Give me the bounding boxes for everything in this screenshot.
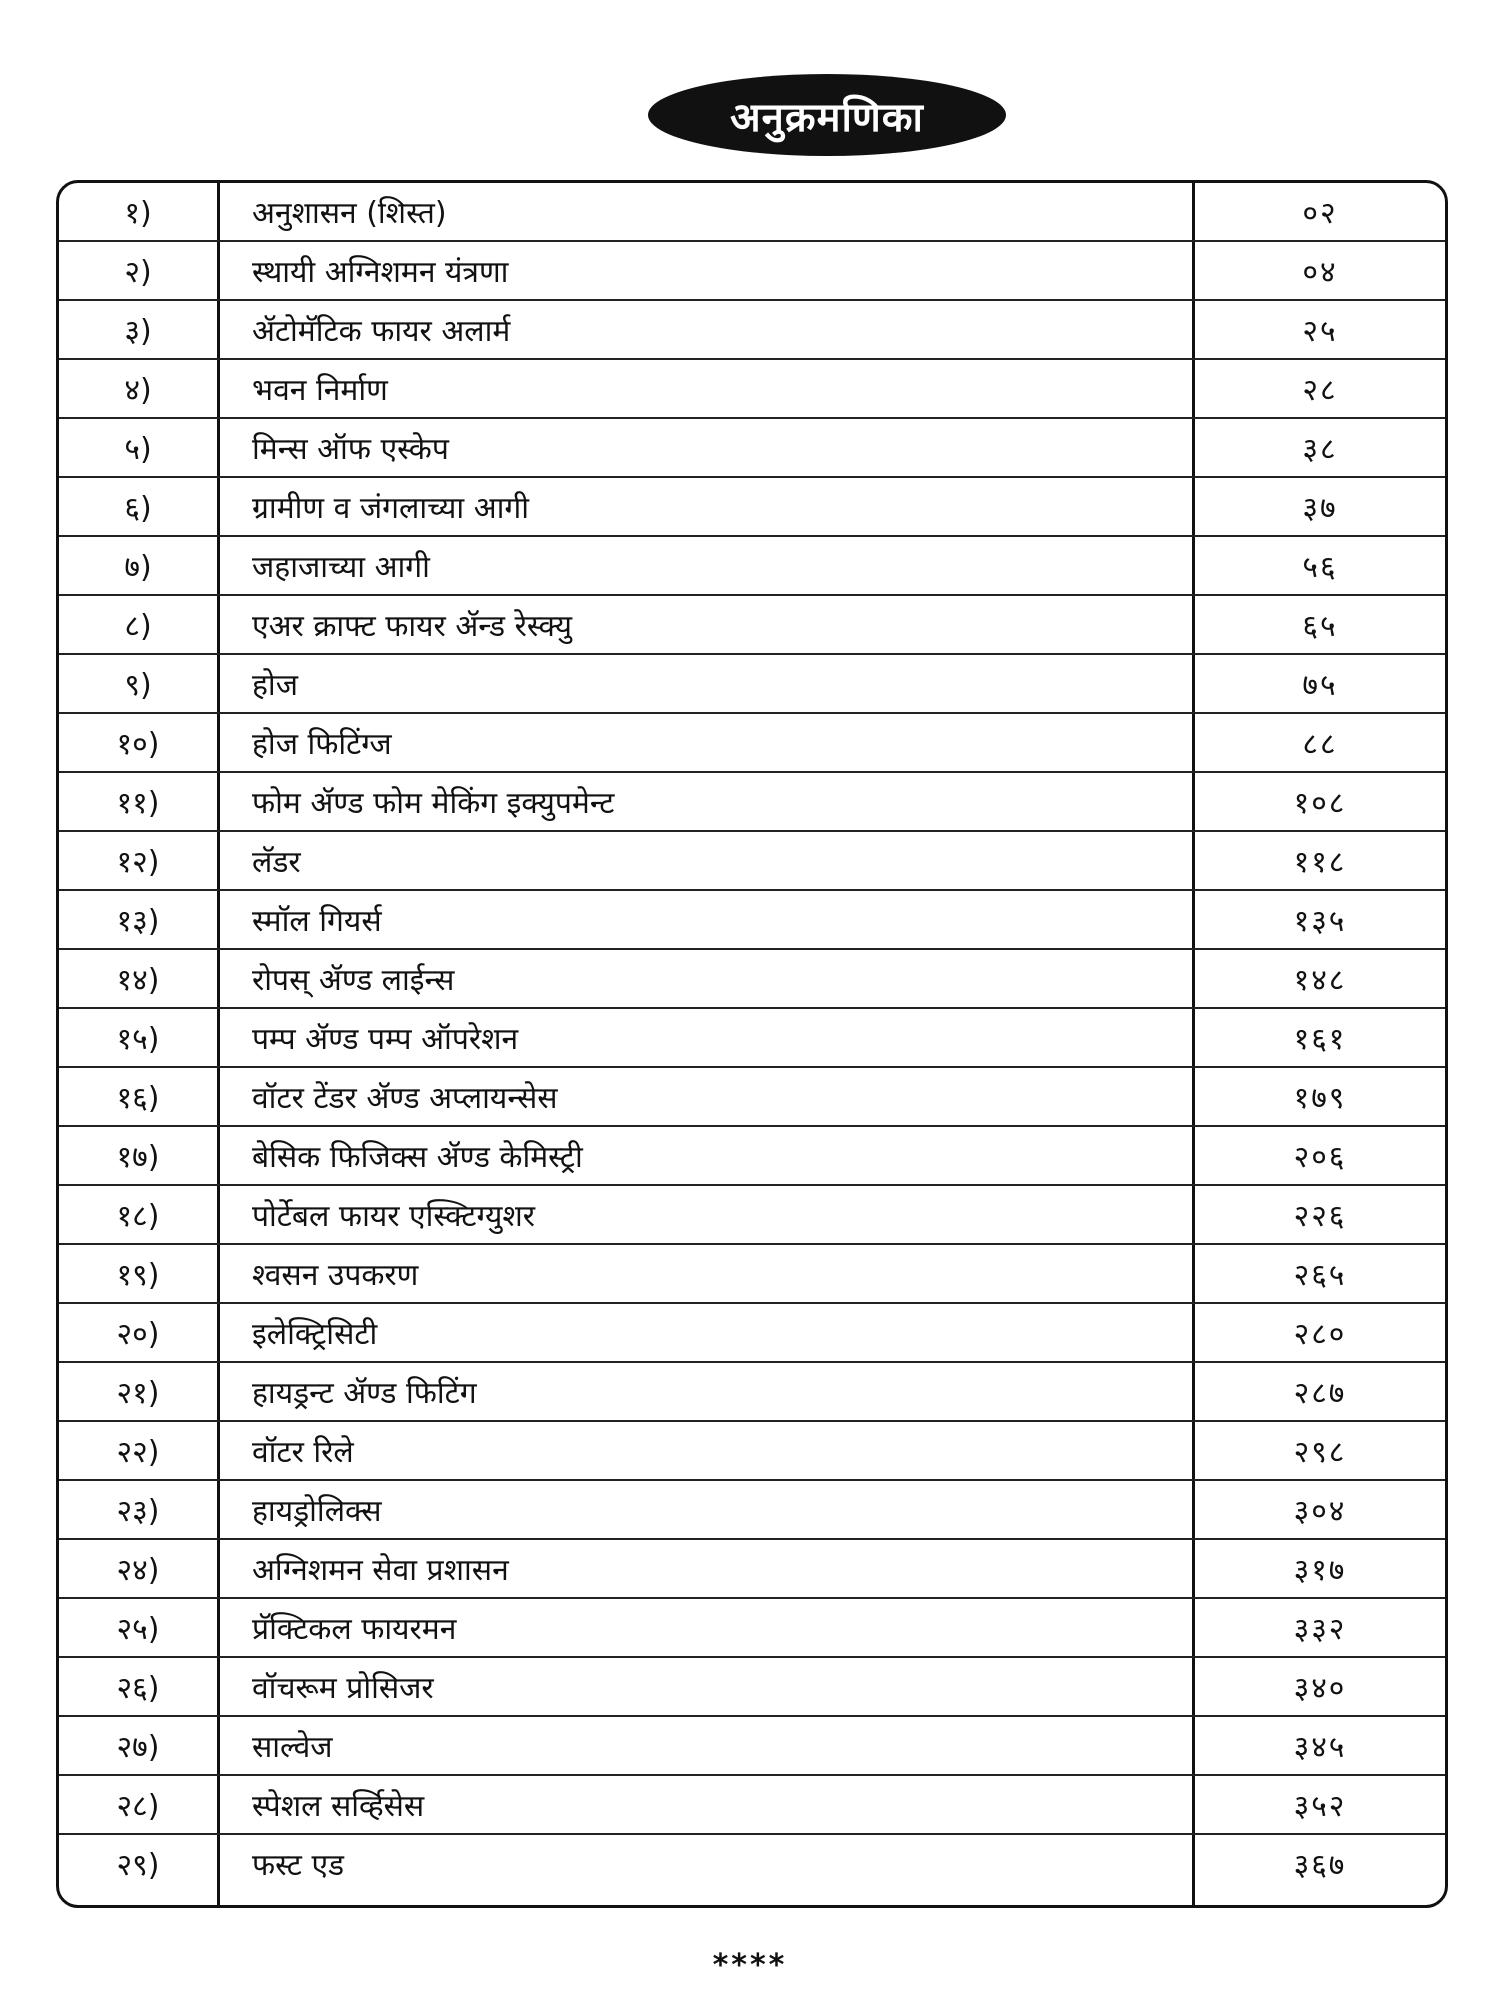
table-row [59, 1186, 1445, 1245]
chapter-title: होज [252, 668, 298, 703]
chapter-page-number: ३७ [1302, 491, 1338, 526]
chapter-title: फोम ॲण्ड फोम मेकिंग इक्युपमेन्ट [252, 786, 615, 821]
chapter-title: हायड्रन्ट ॲण्ड फिटिंग [252, 1376, 477, 1411]
chapter-number: १३) [116, 904, 160, 939]
chapter-page-number: ०४ [1302, 255, 1338, 290]
chapter-number: २९) [116, 1848, 160, 1883]
table-row [59, 714, 1445, 773]
table-row [59, 360, 1445, 419]
chapter-page-number: ३४५ [1293, 1730, 1347, 1765]
table-row [59, 1422, 1445, 1481]
chapter-number: २७) [116, 1730, 160, 1765]
chapter-page-number: ५६ [1302, 550, 1338, 585]
chapter-number: २६) [116, 1671, 160, 1706]
chapter-number: २३) [116, 1494, 160, 1529]
chapter-number: २५) [116, 1612, 160, 1647]
chapter-title: रोपस् ॲण्ड लाईन्स [252, 963, 455, 998]
chapter-title: ॲटोमॅटिक फायर अलार्म [252, 314, 511, 349]
chapter-page-number: १०८ [1293, 786, 1347, 821]
chapter-title: लॅडर [252, 845, 301, 880]
chapter-page-number: २८ [1302, 373, 1338, 408]
chapter-number: १८) [116, 1199, 160, 1234]
chapter-page-number: ३३२ [1293, 1612, 1347, 1647]
chapter-page-number: ३१७ [1293, 1553, 1347, 1588]
chapter-page-number: २०६ [1293, 1140, 1347, 1175]
table-row [59, 242, 1445, 301]
table-row [59, 950, 1445, 1009]
page-title-text: अनुक्रमणिका [730, 94, 924, 141]
chapter-page-number: ०२ [1302, 196, 1338, 231]
chapter-title: जहाजाच्या आगी [252, 550, 430, 585]
table-row [59, 891, 1445, 950]
chapter-title: वॉटर रिले [252, 1435, 354, 1470]
chapter-title: श्वसन उपकरण [252, 1258, 419, 1293]
chapter-number: १६) [116, 1081, 160, 1116]
table-row [59, 1245, 1445, 1304]
chapter-number: ७) [124, 550, 152, 585]
table-row [59, 1835, 1445, 1894]
table-row [59, 1481, 1445, 1540]
chapter-page-number: २८७ [1293, 1376, 1347, 1411]
table-row [59, 1304, 1445, 1363]
chapter-page-number: ३०४ [1293, 1494, 1347, 1529]
table-row [59, 832, 1445, 891]
chapter-number: १०) [116, 727, 160, 762]
table-row [59, 419, 1445, 478]
chapter-page-number: २८० [1293, 1317, 1347, 1352]
chapter-title: स्थायी अग्निशमन यंत्रणा [252, 255, 509, 290]
chapter-page-number: १३५ [1293, 904, 1347, 939]
chapter-title: वॉचरूम प्रोसिजर [252, 1671, 434, 1706]
chapter-number: १४) [116, 963, 160, 998]
chapter-title: पोर्टेबल फायर एस्क्टिग्युशर [252, 1199, 536, 1234]
table-row [59, 596, 1445, 655]
chapter-title: वॉटर टेंडर ॲण्ड अप्लायन्सेस [252, 1081, 558, 1116]
table-of-contents [56, 180, 1448, 1908]
chapter-number: २) [124, 255, 152, 290]
table-row [59, 1717, 1445, 1776]
table-row [59, 655, 1445, 714]
table-row [59, 1127, 1445, 1186]
chapter-number: २०) [116, 1317, 160, 1352]
chapter-page-number: २२६ [1293, 1199, 1347, 1234]
chapter-number: ८) [124, 609, 152, 644]
page-title [648, 74, 1006, 156]
chapter-page-number: १७९ [1293, 1081, 1347, 1116]
chapter-title: प्रॅक्टिकल फायरमन [252, 1612, 457, 1647]
chapter-number: २४) [116, 1553, 160, 1588]
chapter-page-number: ७५ [1302, 668, 1338, 703]
chapter-title: स्पेशल सर्व्हिसेस [252, 1789, 425, 1824]
chapter-title: हायड्रोलिक्स [252, 1494, 382, 1529]
chapter-page-number: ३६७ [1293, 1848, 1347, 1883]
chapter-title: पम्प ॲण्ड पम्प ऑपरेशन [252, 1022, 519, 1057]
chapter-number: १५) [116, 1022, 160, 1057]
chapter-title: फस्ट एड [252, 1848, 345, 1883]
chapter-number: १७) [116, 1140, 160, 1175]
chapter-title: स्मॉल गियर्स [252, 904, 382, 939]
chapter-page-number: २६५ [1293, 1258, 1347, 1293]
chapter-title: मिन्स ऑफ एस्केप [252, 432, 449, 467]
chapter-number: २८) [116, 1789, 160, 1824]
table-row [59, 1776, 1445, 1835]
chapter-title: होज फिटिंग्ज [252, 727, 392, 762]
chapter-number: ४) [124, 373, 152, 408]
chapter-page-number: ३८ [1302, 432, 1338, 467]
table-row [59, 478, 1445, 537]
chapter-page-number: ११८ [1293, 845, 1347, 880]
table-row [59, 1658, 1445, 1717]
chapter-number: १) [124, 196, 152, 231]
chapter-number: ५) [124, 432, 152, 467]
chapter-title: अनुशासन (शिस्त) [252, 196, 447, 231]
chapter-number: ३) [124, 314, 152, 349]
chapter-page-number: ३५२ [1293, 1789, 1347, 1824]
chapter-page-number: ८८ [1302, 727, 1338, 762]
chapter-number: २१) [116, 1376, 160, 1411]
chapter-number: १९) [116, 1258, 160, 1293]
footer-stars: **** [712, 1948, 788, 1983]
chapter-title: एअर क्राफ्ट फायर ॲन्ड रेस्क्यु [252, 609, 572, 644]
table-row [59, 537, 1445, 596]
chapter-page-number: २९८ [1293, 1435, 1347, 1470]
chapter-number: २२) [116, 1435, 160, 1470]
chapter-number: ९) [124, 668, 152, 703]
chapter-title: भवन निर्माण [252, 373, 388, 408]
table-row [59, 1540, 1445, 1599]
chapter-page-number: १६१ [1293, 1022, 1347, 1057]
chapter-title: ग्रामीण व जंगलाच्या आगी [252, 491, 530, 526]
table-row [59, 773, 1445, 832]
chapter-page-number: २५ [1302, 314, 1338, 349]
table-row [59, 183, 1445, 242]
chapter-number: १२) [116, 845, 160, 880]
table-row [59, 1599, 1445, 1658]
chapter-page-number: १४८ [1293, 963, 1347, 998]
chapter-number: ११) [116, 786, 160, 821]
chapter-number: ६) [124, 491, 152, 526]
chapter-title: साल्वेज [252, 1730, 333, 1765]
chapter-title: इलेक्ट्रिसिटी [252, 1317, 378, 1352]
table-row [59, 1363, 1445, 1422]
table-row [59, 301, 1445, 360]
chapter-title: बेसिक फिजिक्स ॲण्ड केमिस्ट्री [252, 1140, 583, 1175]
chapter-page-number: ६५ [1302, 609, 1338, 644]
chapter-title: अग्निशमन सेवा प्रशासन [252, 1553, 509, 1588]
table-row [59, 1009, 1445, 1068]
table-row [59, 1068, 1445, 1127]
chapter-page-number: ३४० [1293, 1671, 1347, 1706]
